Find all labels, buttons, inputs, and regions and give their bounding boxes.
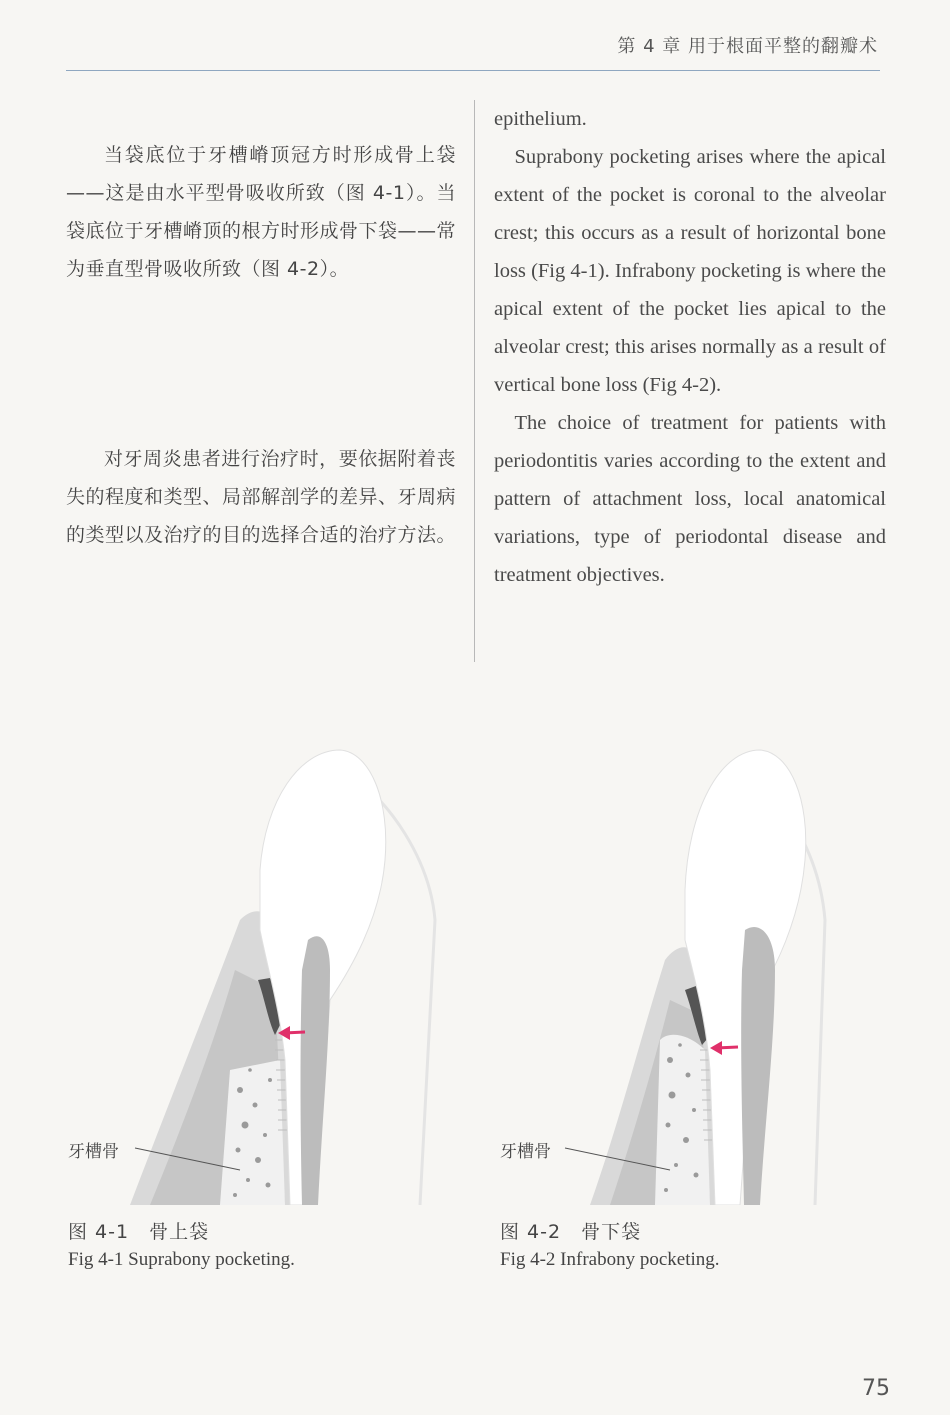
en-paragraph-2: The choice of treatment for patients with periodontitis varies according to the extent and pattern of attachment loss, local anatomical variations, type of periodontal disease and treatment objectives. [494, 412, 886, 586]
zh-paragraph-1: 当袋底位于牙槽嵴顶冠方时形成骨上袋——这是由水平型骨吸收所致（图 4-1）。当袋底位于牙槽嵴顶的根方时形成骨下袋——常为垂直型骨吸收所致（图 4-2）。 [66, 144, 457, 280]
header-rule [66, 70, 880, 71]
en-column [494, 100, 886, 594]
chapter-title: 第 4 章 用于根面平整的翻瓣术 [617, 36, 878, 57]
figure-4-2-bone-label: 牙槽骨 [500, 1142, 551, 1162]
column-divider [474, 100, 475, 662]
figure-4-2-caption-en: Fig 4-2 Infrabony pocketing. [500, 1249, 720, 1270]
figure-4-1-caption-zh: 图 4-1 骨上袋 [68, 1221, 210, 1243]
figure-4-1-caption-en: Fig 4-1 Suprabony pocketing. [68, 1249, 295, 1270]
infrabony-pocket-drawing [520, 740, 880, 1205]
page-header [0, 0, 950, 72]
figure-4-1-illustration [90, 740, 450, 1205]
suprabony-pocket-drawing [90, 740, 450, 1205]
figure-4-1-bone-label: 牙槽骨 [68, 1142, 119, 1162]
page-number: 75 [862, 1376, 890, 1401]
zh-paragraph-2: 对牙周炎患者进行治疗时，要依据附着丧失的程度和类型、局部解剖学的差异、牙周病的类型以及治疗的目的选择合适的治疗方法。 [66, 448, 457, 546]
figure-4-2-caption-zh: 图 4-2 骨下袋 [500, 1221, 642, 1243]
figure-4-2-illustration [520, 740, 880, 1205]
en-paragraph-1: Suprabony pocketing arises where the apical extent of the pocket is coronal to the alveolar crest; this occurs as a result of horizontal bone loss (Fig 4-1). Infrabony pocketing is where the apical extent of the pocket lies apical to the alveolar crest; this arises normally as a result of vertical bone loss (Fig 4-2). [494, 146, 886, 396]
en-paragraph-0: epithelium. [494, 108, 587, 130]
